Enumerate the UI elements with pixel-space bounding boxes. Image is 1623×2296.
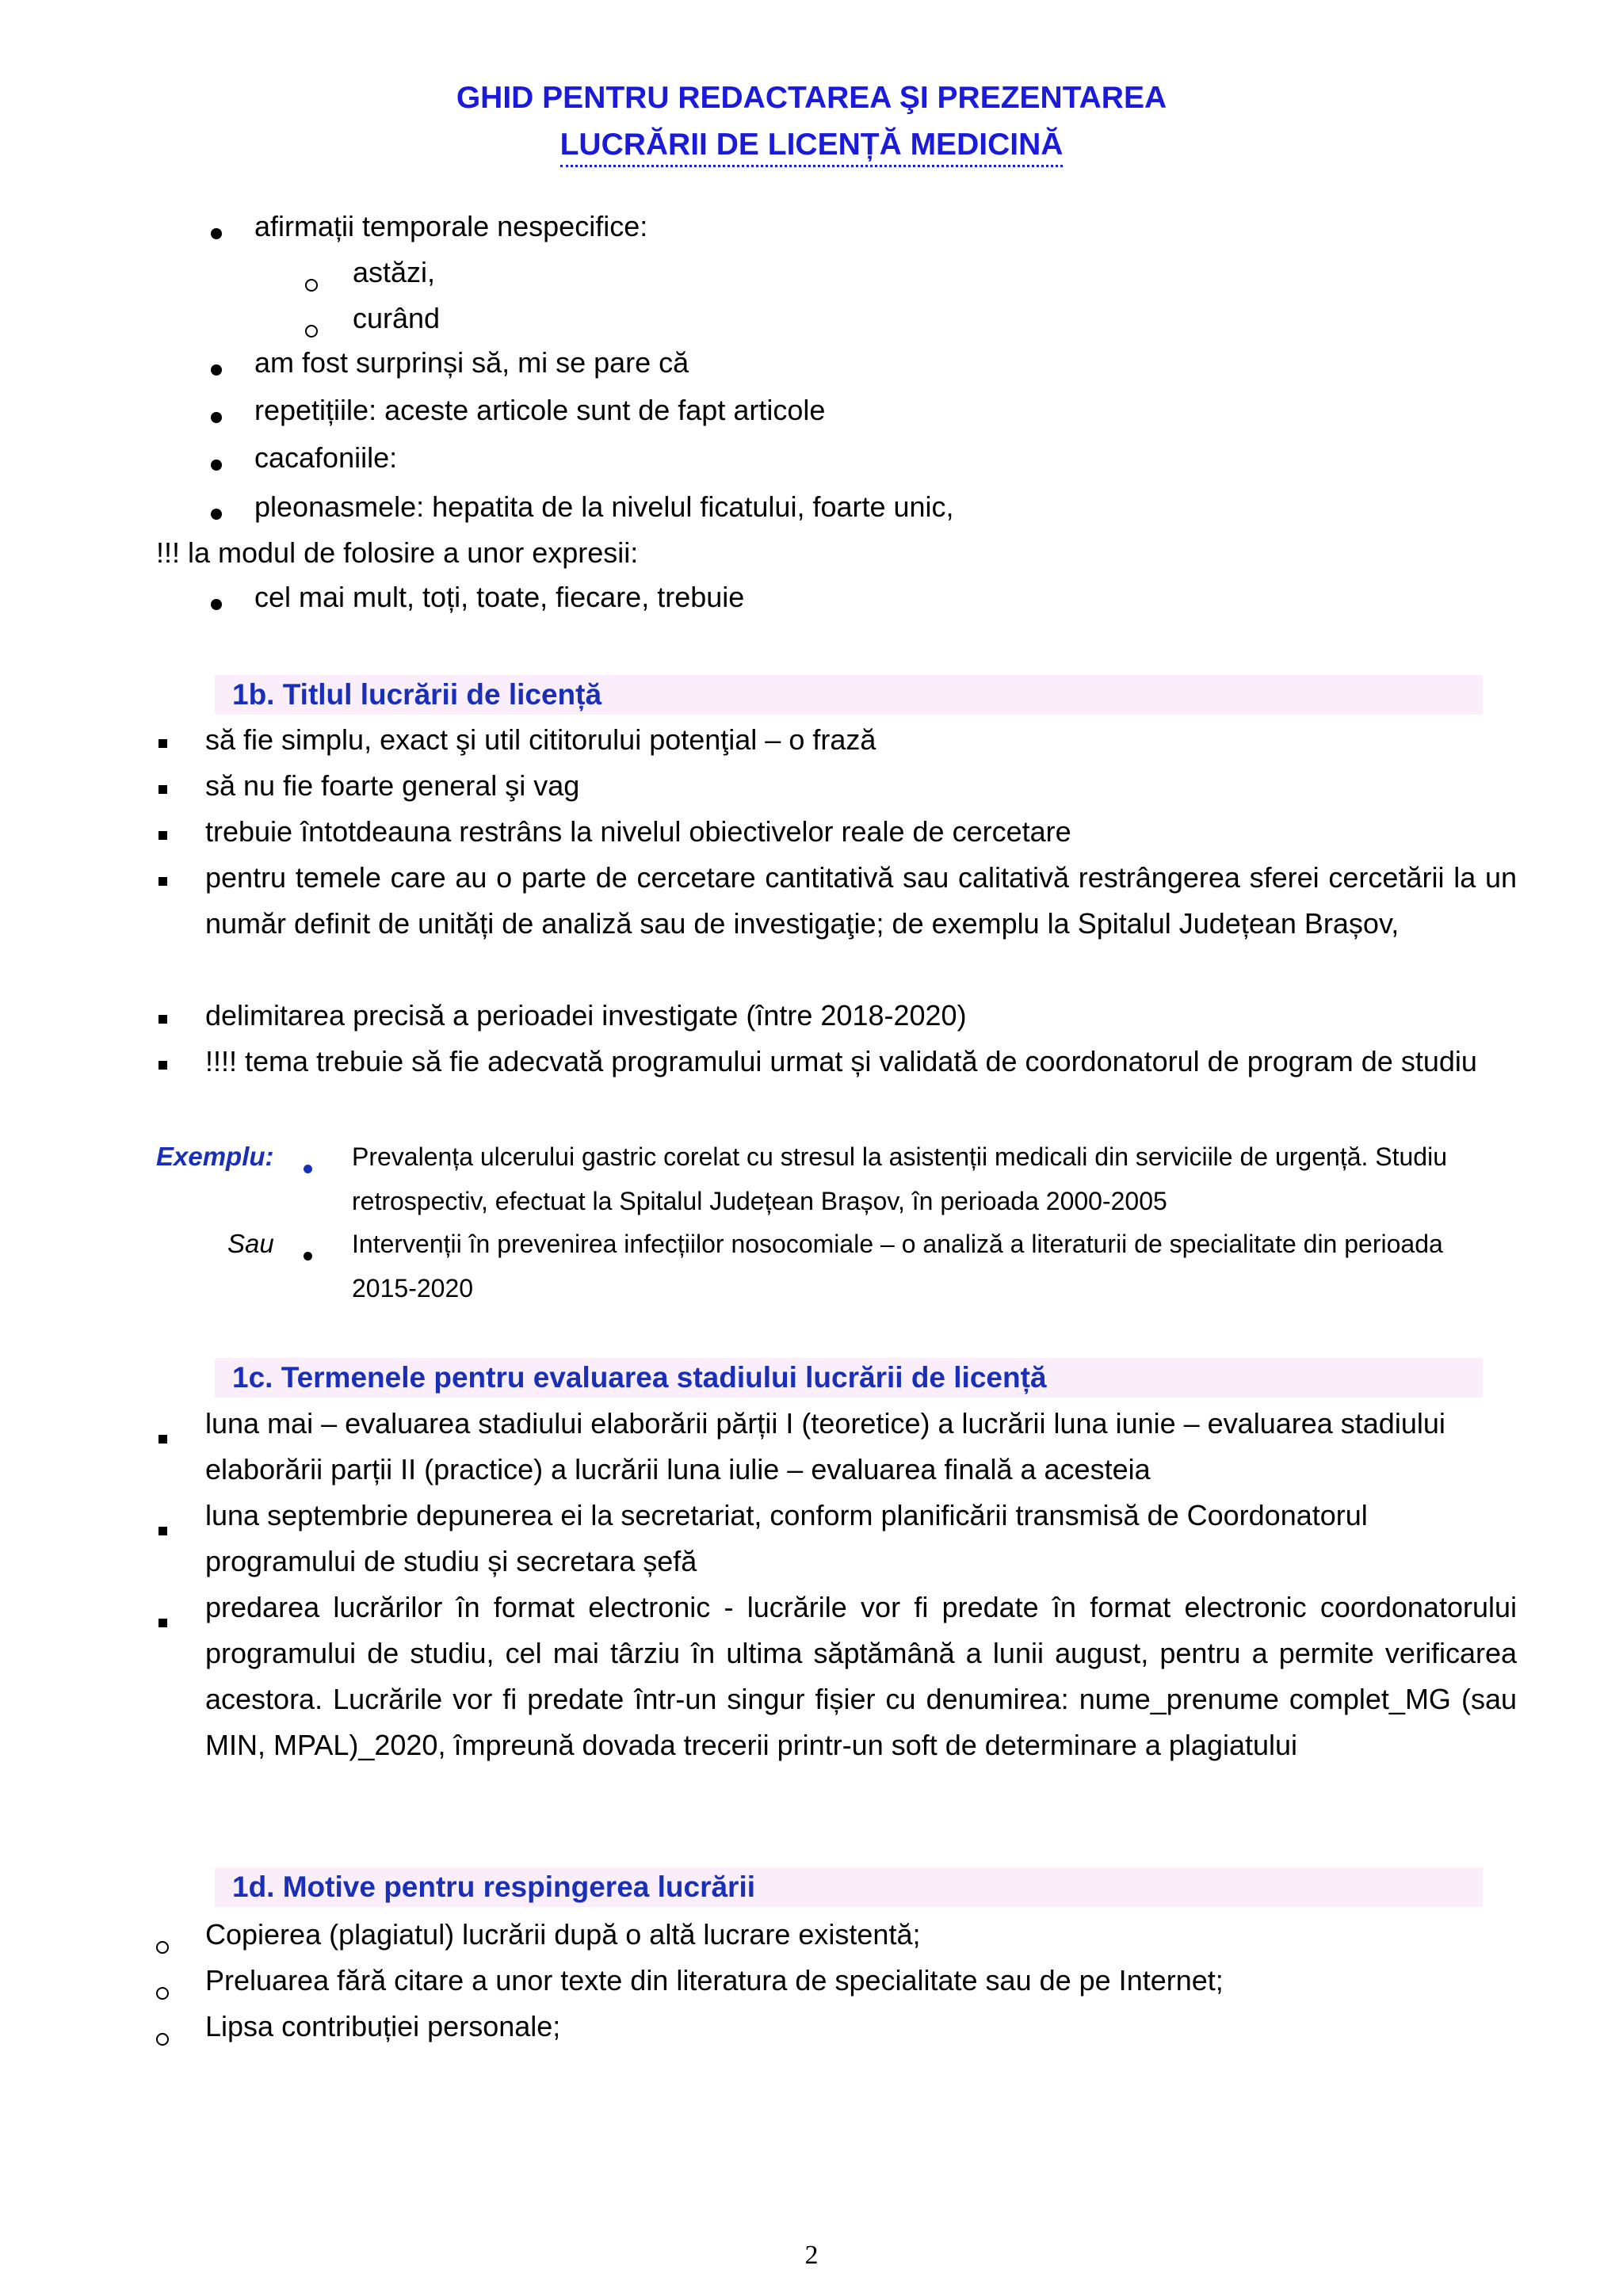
title-rule-5: delimitarea precisă a perioadei investigate (între 2018-2020) — [205, 999, 967, 1032]
intro-bullet-3: repetițiile: aceste articole sunt de fapt articole — [254, 394, 826, 426]
sub-bullet-circle-icon — [156, 2019, 169, 2054]
bullet-square-icon — [158, 1417, 167, 1451]
bullet-square-icon — [158, 767, 167, 802]
rejection-reason-3: Lipsa contribuției personale; — [205, 2010, 561, 2042]
bullet-dot-icon — [211, 493, 222, 528]
intro-bullet-4: cacafoniile: — [254, 441, 398, 474]
or-label: Sau — [227, 1229, 274, 1258]
intro-bullet-6: cel mai mult, toți, toate, fiecare, trebuie — [254, 581, 745, 613]
title-rule-2: să nu fie foarte general şi vag — [205, 769, 580, 802]
bullet-dot-icon — [211, 349, 222, 383]
bullet-dot-icon — [211, 212, 222, 247]
example-label: Exemplu: — [156, 1142, 274, 1171]
bullet-square-icon — [158, 997, 167, 1032]
deadline-3: predarea lucrărilor în format electronic - lucrările vor fi predate în format electronic coordonatorului programului de studiu, cel mai târziu în ultima săptămână a lunii august, pentru a permite verificarea acestora. Lucrările vor fi predate într-un singur fișier cu denumirea: nume_prenume complet_MG (sau MIN, MPAL)_2020, împreună dovada trecerii printr-un soft de determinare a plagiatului — [205, 1591, 1517, 1761]
title-rule-3: trebuie întotdeauna restrâns la nivelul obiectivelor reale de cercetare — [205, 815, 1071, 848]
bullet-square-icon — [158, 721, 167, 756]
bullet-dot-icon — [211, 444, 222, 479]
section-heading-1d: 1d. Motive pentru respingerea lucrării — [215, 1867, 1483, 1907]
page-number: 2 — [804, 2241, 819, 2270]
intro-bullet-1: afirmații temporale nespecifice: — [254, 210, 648, 242]
section-heading-1b: 1b. Titlul lucrării de licență — [215, 675, 1483, 715]
example-1: Prevalența ulcerului gastric corelat cu stresul la asistenții medicali din serviciile de urgență. Studiu retrospectiv, efectuat la Spitalul Județean Brașov, în perioada 2000-2005 — [352, 1142, 1447, 1215]
intro-bullet-2: am fost surprinși să, mi se pare că — [254, 346, 689, 379]
document-title-underlined: LUCRĂRII DE LICENȚĂ MEDICINĂ — [560, 128, 1064, 167]
sub-bullet-circle-icon — [156, 1927, 169, 1962]
bullet-dot-icon — [211, 396, 222, 431]
bullet-square-icon — [158, 813, 167, 848]
title-rule-6: !!!! tema trebuie să fie adecvată programului urmat și validată de coordonatorul de program de studiu — [205, 1045, 1477, 1077]
example-bullet-icon — [304, 1146, 312, 1181]
rejection-reason-2: Preluarea fără citare a unor texte din literatura de specialitate sau de pe Internet; — [205, 1964, 1224, 1997]
bullet-square-icon — [158, 859, 167, 894]
section-heading-1c: 1c. Termenele pentru evaluarea stadiului lucrării de licență — [215, 1358, 1483, 1398]
bullet-square-icon — [158, 1600, 167, 1635]
example-bullet-icon — [304, 1234, 312, 1268]
sub-bullet-circle-icon — [305, 311, 318, 345]
intro-note: !!! la modul de folosire a unor expresii: — [156, 536, 639, 569]
example-2: Intervenții în prevenirea infecțiilor nosocomiale – o analiză a literaturii de specialitate din perioada 2015-2020 — [352, 1230, 1443, 1302]
document-title-line2 — [0, 128, 1623, 162]
deadline-2: luna septembrie depunerea ei la secretariat, conform planificării transmisă de Coordonatorul programului de studiu și secretara șefă — [205, 1499, 1368, 1577]
sub-bullet-circle-icon — [156, 1973, 169, 2008]
bullet-dot-icon — [211, 583, 222, 618]
sub-bullet-circle-icon — [305, 265, 318, 299]
document-title-line1: GHID PENTRU REDACTAREA ŞI PREZENTAREA — [456, 81, 1167, 115]
intro-sub-1: astăzi, — [353, 256, 436, 288]
intro-sub-2: curând — [353, 302, 441, 334]
deadline-1: luna mai – evaluarea stadiului elaborării părții I (teoretice) a lucrării luna iunie – evaluarea stadiului elaborării parții II (practice) a lucrării luna iulie – evaluarea finală a acesteia — [205, 1407, 1445, 1486]
title-rule-1: să fie simplu, exact şi util cititorului potenţial – o frază — [205, 723, 876, 756]
rejection-reason-1: Copierea (plagiatul) lucrării după o altă lucrare existentă; — [205, 1918, 921, 1951]
intro-bullet-5: pleonasmele: hepatita de la nivelul ficatului, foarte unic, — [254, 490, 954, 523]
title-rule-4: pentru temele care au o parte de cercetare cantitativă sau calitativă restrângerea sferei cercetării la un număr definit de unități de analiză sau de investigaţie; de exemplu la Spitalul Județean Brașov, — [205, 861, 1517, 940]
bullet-square-icon — [158, 1508, 167, 1543]
bullet-square-icon — [158, 1043, 167, 1077]
